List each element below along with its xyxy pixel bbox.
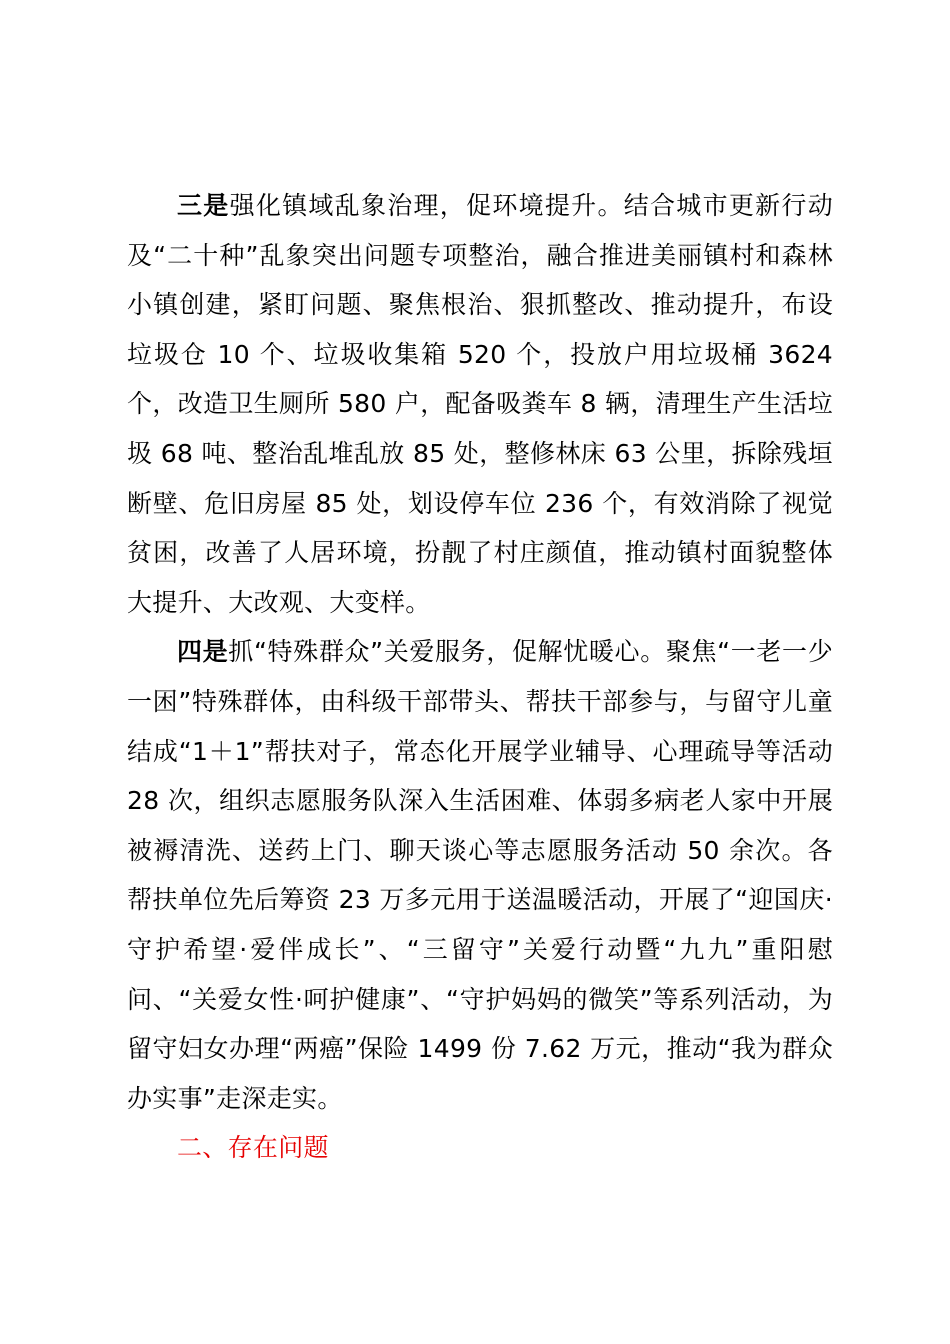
paragraph-lead: 三是 [177,191,230,220]
paragraph-special-groups [127,627,833,1123]
paragraph-text: 强化镇域乱象治理，促环境提升。结合城市更新行动及“二十种”乱象突出问题专项整治，融合推进美丽镇村和森林小镇创建，紧盯问题、聚焦根治、狠抓整改、推动提升，布设垃圾仓 10 个、垃圾收集箱 520 个，投放户用垃圾桶 3624 个，改造卫生厕所 580 户，配备吸粪车 8 辆，清理生产生活垃圾 68 吨、整治乱堆乱放 85 处，整修林床 63 公里，拆除残垣断壁、危旧房屋 85 处，划设停车位 236 个，有效消除了视觉贫困，改善了人居环境，扮靓了村庄颜值，推动镇村面貌整体大提升、大改观、大变样。 [127,191,833,617]
paragraph-environment [127,181,833,627]
paragraph-text: 抓“特殊群众”关爱服务，促解忧暖心。聚焦“一老一少一困”特殊群体，由科级干部带头、帮扶干部参与，与留守儿童结成“1＋1”帮扶对子，常态化开展学业辅导、心理疏导等活动 28 次，组织志愿服务队深入生活困难、体弱多病老人家中开展被褥清洗、送药上门、聊天谈心等志愿服务活动 50 余次。各帮扶单位先后筹资 23 万多元用于送温暖活动，开展了“迎国庆·守护希望·爱伴成长”、“三留守”关爱行动暨“九九”重阳慰问、“关爱女性·呵护健康”、“守护妈妈的微笑”等系列活动，为留守妇女办理“两癌”保险 1499 份 7.62 万元，推动“我为群众办实事”走深走实。 [127,637,833,1113]
paragraph-lead: 四是 [177,637,229,667]
document-body [127,181,833,1173]
section-heading: 二、存在问题 [177,1133,329,1163]
